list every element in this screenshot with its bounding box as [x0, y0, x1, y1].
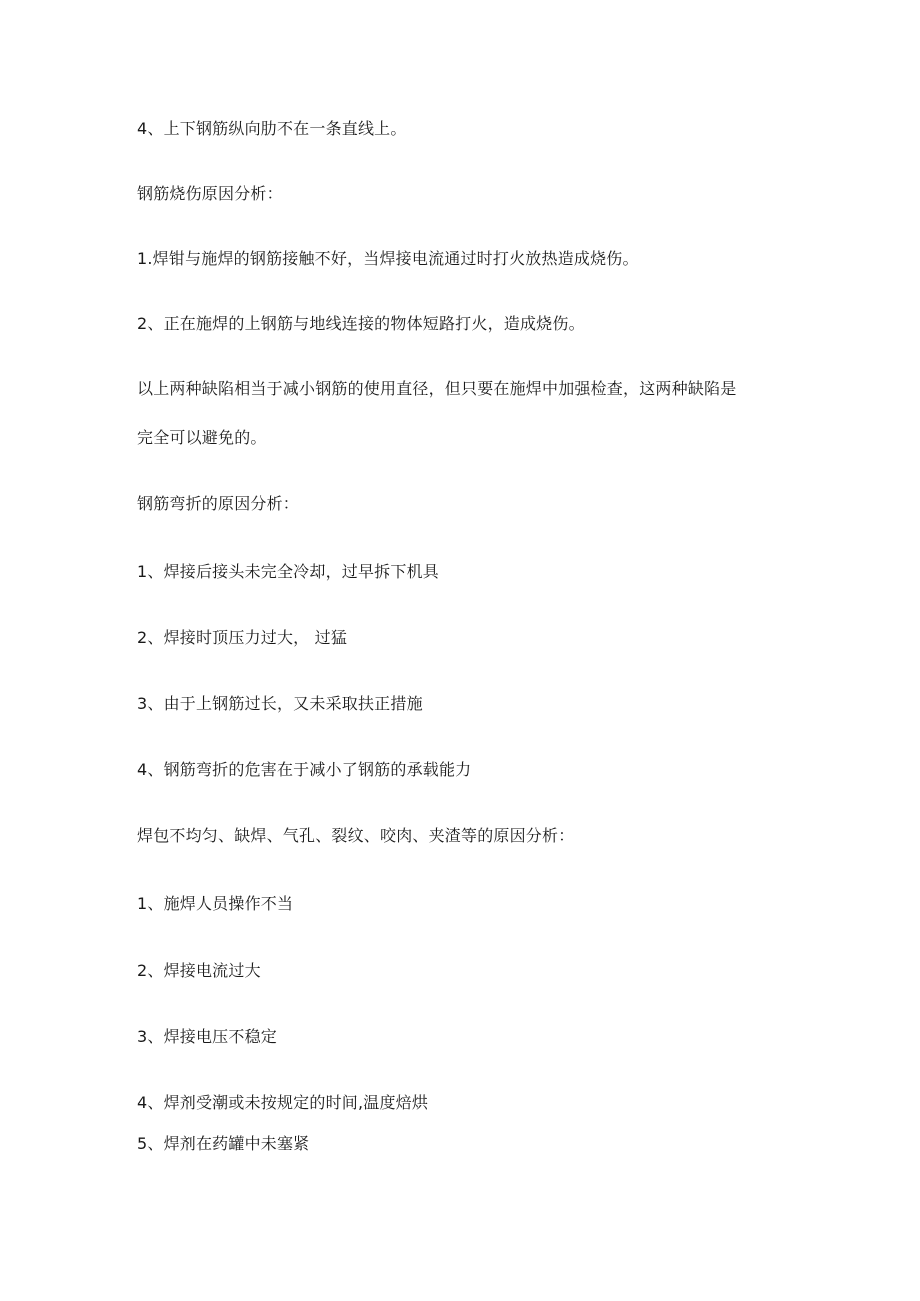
heading-burn-causes: 钢筋烧伤原因分析：	[137, 184, 283, 203]
paragraph-weld-cause-1: 1、施焊人员操作不当	[137, 894, 294, 913]
paragraph-weld-cause-4: 4、焊剂受潮或未按规定的时间,温度焙烘	[137, 1093, 429, 1112]
paragraph-bend-cause-4: 4、钢筋弯折的危害在于减小了钢筋的承载能力	[137, 760, 472, 779]
paragraph-bend-cause-2: 2、焊接时顶压力过大， 过猛	[137, 628, 348, 647]
paragraph-defect-4: 4、上下钢筋纵向肋不在一条直线上。	[137, 119, 407, 138]
paragraph-weld-cause-2: 2、焊接电流过大	[137, 961, 261, 980]
heading-bend-causes: 钢筋弯折的原因分析：	[137, 494, 300, 513]
paragraph-burn-cause-2: 2、正在施焊的上钢筋与地线连接的物体短路打火，造成烧伤。	[137, 314, 585, 333]
paragraph-burn-cause-1: 1.焊钳与施焊的钢筋接触不好，当焊接电流通过时打火放热造成烧伤。	[137, 249, 639, 268]
paragraph-summary-line-2: 完全可以避免的。	[137, 428, 267, 447]
paragraph-summary-line-1: 以上两种缺陷相当于减小钢筋的使用直径，但只要在施焊中加强检查，这两种缺陷是	[137, 379, 737, 398]
paragraph-weld-cause-5: 5、焊剂在药罐中未塞紧	[137, 1134, 310, 1153]
paragraph-weld-cause-3: 3、焊接电压不稳定	[137, 1027, 277, 1046]
heading-weld-defect-causes: 焊包不均匀、缺焊、气孔、裂纹、咬肉、夹渣等的原因分析：	[137, 826, 575, 845]
paragraph-bend-cause-3: 3、由于上钢筋过长，又未采取扶正措施	[137, 694, 423, 713]
paragraph-bend-cause-1: 1、焊接后接头未完全冷却，过早拆下机具	[137, 562, 439, 581]
